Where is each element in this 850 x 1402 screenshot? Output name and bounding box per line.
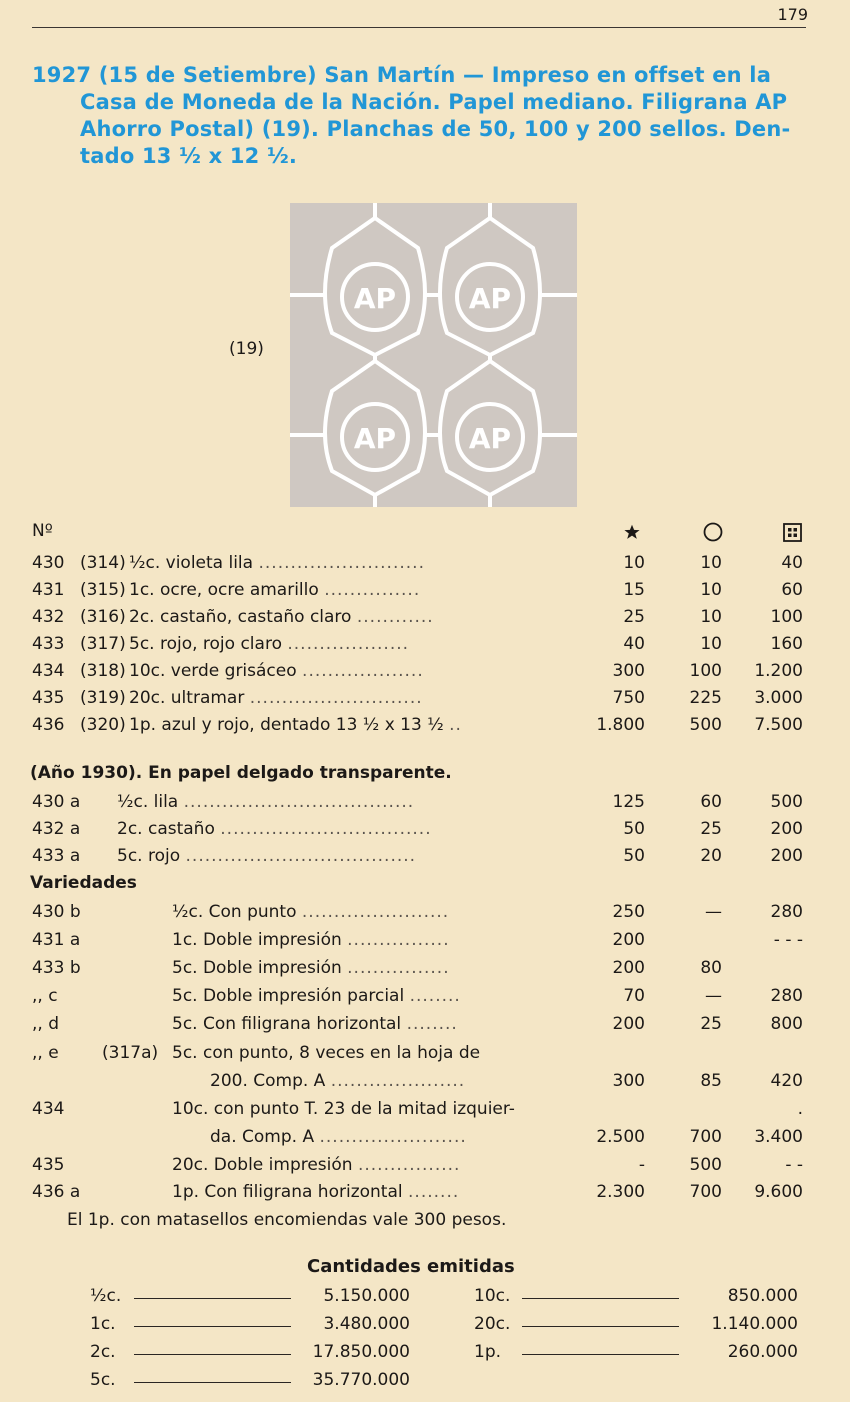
- value-mint: 2.500: [596, 1127, 645, 1147]
- price-row: [32, 553, 807, 580]
- value-mint: 10: [623, 553, 645, 573]
- value-used: 20: [700, 846, 722, 866]
- quantity-value: 35.770.000: [312, 1370, 410, 1390]
- quantity-rule: [522, 1326, 679, 1327]
- dot-leader: ....................................: [185, 846, 417, 866]
- value-mint: 300: [612, 661, 645, 681]
- catalog-number: 433: [32, 634, 65, 654]
- stamp-description: 20c. Doble impresión ................: [172, 1155, 461, 1175]
- watermark-ap-4: AP: [468, 422, 512, 455]
- quantity-value: 1.140.000: [711, 1314, 798, 1334]
- quantity-row-right: [0, 1286, 850, 1312]
- reference-number: (318): [80, 661, 126, 681]
- dot-leader: ...........................: [249, 688, 423, 708]
- value-used: 10: [700, 553, 722, 573]
- dot-leader: ........: [409, 986, 461, 1006]
- quantity-label: 2c.: [90, 1342, 116, 1362]
- value-used: —: [705, 902, 722, 922]
- dot-leader: ........: [406, 1014, 458, 1034]
- stamp-description: da. Comp. A .......................: [210, 1127, 467, 1147]
- stamp-description: 1p. azul y rojo, dentado 13 ½ x 13 ½ ..: [129, 715, 462, 735]
- price-row: [32, 715, 807, 742]
- value-block: 280: [770, 902, 803, 922]
- circle-icon: [703, 522, 723, 546]
- stamp-description: 10c. verde grisáceo ...................: [129, 661, 424, 681]
- quantity-label: 10c.: [474, 1286, 511, 1306]
- value-mint: 40: [623, 634, 645, 654]
- variety-row: [32, 1182, 807, 1209]
- dot-leader: ...................: [287, 634, 410, 654]
- note-text: El 1p. con matasellos encomiendas vale 300 pesos.: [67, 1210, 507, 1230]
- value-block: 500: [770, 792, 803, 812]
- block-icon: [783, 523, 802, 546]
- value-mint: 25: [623, 607, 645, 627]
- quantities-title: Cantidades emitidas: [307, 1256, 515, 1277]
- dot-leader: ..: [449, 715, 462, 735]
- catalog-number: 434: [32, 1099, 65, 1119]
- value-used: 225: [689, 688, 722, 708]
- value-block: 40: [781, 553, 803, 573]
- value-used: 80: [700, 958, 722, 978]
- value-mint: -: [638, 1155, 645, 1175]
- page-number: 179: [777, 5, 808, 24]
- value-mint: 200: [612, 1014, 645, 1034]
- catalog-number: 435: [32, 688, 65, 708]
- dot-leader: ................: [347, 958, 450, 978]
- stamp-description: 5c. Con filigrana horizontal ........: [172, 1014, 458, 1034]
- value-block: - - -: [773, 930, 803, 950]
- section-title: [32, 62, 812, 170]
- dot-leader: ........: [408, 1182, 460, 1202]
- value-used: 700: [689, 1182, 722, 1202]
- variety-row: [32, 1014, 807, 1041]
- top-rule: [32, 27, 806, 28]
- value-used: 10: [700, 634, 722, 654]
- quantity-value: 260.000: [727, 1342, 798, 1362]
- reference-number: (317): [80, 634, 126, 654]
- quantity-label: 1c.: [90, 1314, 116, 1334]
- value-block: .: [797, 1099, 803, 1119]
- reference-number: (315): [80, 580, 126, 600]
- value-used: 25: [700, 819, 722, 839]
- value-used: —: [705, 986, 722, 1006]
- catalog-number: 432 a: [32, 819, 81, 839]
- catalog-number: 436: [32, 715, 65, 735]
- price-row: [32, 688, 807, 715]
- value-used: 500: [689, 715, 722, 735]
- quantity-row-left: [0, 1370, 850, 1396]
- value-mint: 70: [623, 986, 645, 1006]
- stamp-description: 20c. ultramar ...........................: [129, 688, 423, 708]
- dot-leader: .......................: [301, 902, 450, 922]
- catalog-number: 433 b: [32, 958, 81, 978]
- value-used: 85: [700, 1071, 722, 1091]
- dot-leader: ...................: [302, 661, 424, 681]
- variety-row: [32, 1155, 807, 1182]
- value-block: 7.500: [754, 715, 803, 735]
- value-used: 10: [700, 580, 722, 600]
- dot-leader: .......................: [319, 1127, 467, 1147]
- catalog-number: 434: [32, 661, 65, 681]
- catalog-number: 433 a: [32, 846, 81, 866]
- variety-row: [32, 1071, 807, 1098]
- quantity-label: 20c.: [474, 1314, 511, 1334]
- watermark-ap-3: AP: [353, 422, 397, 455]
- catalog-number: 430 a: [32, 792, 81, 812]
- stamp-description: 5c. Doble impresión ................: [172, 958, 450, 978]
- stamp-description: 2c. castaño, castaño claro ............: [129, 607, 434, 627]
- catalog-number: 431: [32, 580, 65, 600]
- value-block: 1.200: [754, 661, 803, 681]
- quantity-rule: [134, 1382, 291, 1383]
- value-block: 800: [770, 1014, 803, 1034]
- variety-row: [32, 1127, 807, 1154]
- reference-number: (320): [80, 715, 126, 735]
- stamp-description: 10c. con punto T. 23 de la mitad izquier-: [172, 1099, 515, 1119]
- value-block: 3.000: [754, 688, 803, 708]
- title-line-2: Casa de Moneda de la Nación. Papel mediano. Filigrana AP: [80, 90, 788, 114]
- value-mint: 2.300: [596, 1182, 645, 1202]
- variety-row: [32, 902, 807, 929]
- catalog-number: 435: [32, 1155, 65, 1175]
- stamp-description: 5c. con punto, 8 veces en la hoja de: [172, 1043, 481, 1063]
- catalog-number: 431 a: [32, 930, 81, 950]
- variety-row: [32, 1043, 807, 1070]
- value-block: 3.400: [754, 1127, 803, 1147]
- watermark-illustration: [290, 203, 577, 507]
- watermark-ap-2: AP: [468, 282, 512, 315]
- column-header-no: Nº: [32, 521, 53, 541]
- value-block: 9.600: [754, 1182, 803, 1202]
- stamp-description: 5c. rojo ....................................: [117, 846, 417, 866]
- title-line-1: 1927 (15 de Setiembre) San Martín — Impreso en offset en la: [32, 63, 772, 87]
- price-row: [32, 607, 807, 634]
- value-used: 10: [700, 607, 722, 627]
- dot-leader: ..........................: [258, 553, 425, 573]
- variety-row: [32, 986, 807, 1013]
- quantity-value: 850.000: [727, 1286, 798, 1306]
- value-block: 160: [770, 634, 803, 654]
- catalog-number: ,, c: [32, 986, 58, 1006]
- dot-leader: ...............: [324, 580, 421, 600]
- stamp-description: 2c. castaño .................................: [117, 819, 432, 839]
- value-mint: 50: [623, 846, 645, 866]
- stamp-description: 1c. ocre, ocre amarillo ...............: [129, 580, 421, 600]
- quantity-value: 17.850.000: [312, 1342, 410, 1362]
- quantity-row-right: [0, 1314, 850, 1340]
- catalog-number: ,, d: [32, 1014, 60, 1034]
- price-row: [32, 580, 807, 607]
- reference-number: (316): [80, 607, 126, 627]
- stamp-description: ½c. Con punto .......................: [172, 902, 450, 922]
- quantity-rule: [522, 1298, 679, 1299]
- value-mint: 125: [612, 792, 645, 812]
- value-mint: 250: [612, 902, 645, 922]
- quantity-label: ½c.: [90, 1286, 122, 1306]
- price-row: [32, 634, 807, 661]
- title-line-4: tado 13 ½ x 12 ½.: [80, 144, 298, 168]
- quantity-label: 5c.: [90, 1370, 116, 1390]
- star-icon: [624, 524, 640, 544]
- dot-leader: ................: [347, 930, 450, 950]
- stamp-description: 5c. Doble impresión parcial ........: [172, 986, 461, 1006]
- variety-row: [32, 930, 807, 957]
- value-used: 700: [689, 1127, 722, 1147]
- quantity-rule: [522, 1354, 679, 1355]
- value-mint: 15: [623, 580, 645, 600]
- title-line-3: Ahorro Postal) (19). Planchas de 50, 100 y 200 sellos. Den-: [80, 117, 791, 141]
- dot-leader: .....................: [330, 1071, 466, 1091]
- dot-leader: ....................................: [183, 792, 415, 812]
- value-used: 100: [689, 661, 722, 681]
- stamp-description: 1c. Doble impresión ................: [172, 930, 450, 950]
- catalog-number: 430: [32, 553, 65, 573]
- stamp-description: 200. Comp. A .....................: [210, 1071, 466, 1091]
- price-row-1930: [32, 792, 807, 819]
- section-1930-heading: (Año 1930). En papel delgado transparente.: [30, 763, 452, 783]
- catalog-number: ,, e: [32, 1043, 59, 1063]
- value-block: 420: [770, 1071, 803, 1091]
- value-used: 25: [700, 1014, 722, 1034]
- value-mint: 750: [612, 688, 645, 708]
- catalog-number: 430 b: [32, 902, 81, 922]
- dot-leader: ................: [357, 1155, 461, 1175]
- variedades-heading: Variedades: [30, 873, 137, 893]
- quantity-value: 3.480.000: [323, 1314, 410, 1334]
- stamp-description: 5c. rojo, rojo claro ...................: [129, 634, 410, 654]
- catalog-number: 432: [32, 607, 65, 627]
- value-block: 200: [770, 846, 803, 866]
- dot-leader: ............: [356, 607, 434, 627]
- value-mint: 200: [612, 958, 645, 978]
- reference-number: (319): [80, 688, 126, 708]
- variety-row: [32, 958, 807, 985]
- reference-number: (317a): [102, 1043, 159, 1063]
- price-row: [32, 661, 807, 688]
- value-mint: 50: [623, 819, 645, 839]
- price-row-1930: [32, 846, 807, 873]
- dot-leader: .................................: [220, 819, 432, 839]
- quantity-row-right: [0, 1342, 850, 1368]
- value-mint: 1.800: [596, 715, 645, 735]
- value-block: 60: [781, 580, 803, 600]
- variety-row: [32, 1099, 807, 1126]
- value-block: 200: [770, 819, 803, 839]
- stamp-description: ½c. violeta lila ..........................: [129, 553, 425, 573]
- watermark-label: (19): [229, 339, 264, 359]
- catalog-number: 436 a: [32, 1182, 81, 1202]
- value-block: - -: [785, 1155, 803, 1175]
- value-used: 60: [700, 792, 722, 812]
- reference-number: (314): [80, 553, 126, 573]
- quantity-label: 1p.: [474, 1342, 502, 1362]
- value-block: 100: [770, 607, 803, 627]
- value-mint: 200: [612, 930, 645, 950]
- price-row-1930: [32, 819, 807, 846]
- value-mint: 300: [612, 1071, 645, 1091]
- stamp-description: ½c. lila ....................................: [117, 792, 415, 812]
- value-used: 500: [689, 1155, 722, 1175]
- value-block: 280: [770, 986, 803, 1006]
- watermark-ap-1: AP: [353, 282, 397, 315]
- stamp-description: 1p. Con filigrana horizontal ........: [172, 1182, 460, 1202]
- quantity-value: 5.150.000: [323, 1286, 410, 1306]
